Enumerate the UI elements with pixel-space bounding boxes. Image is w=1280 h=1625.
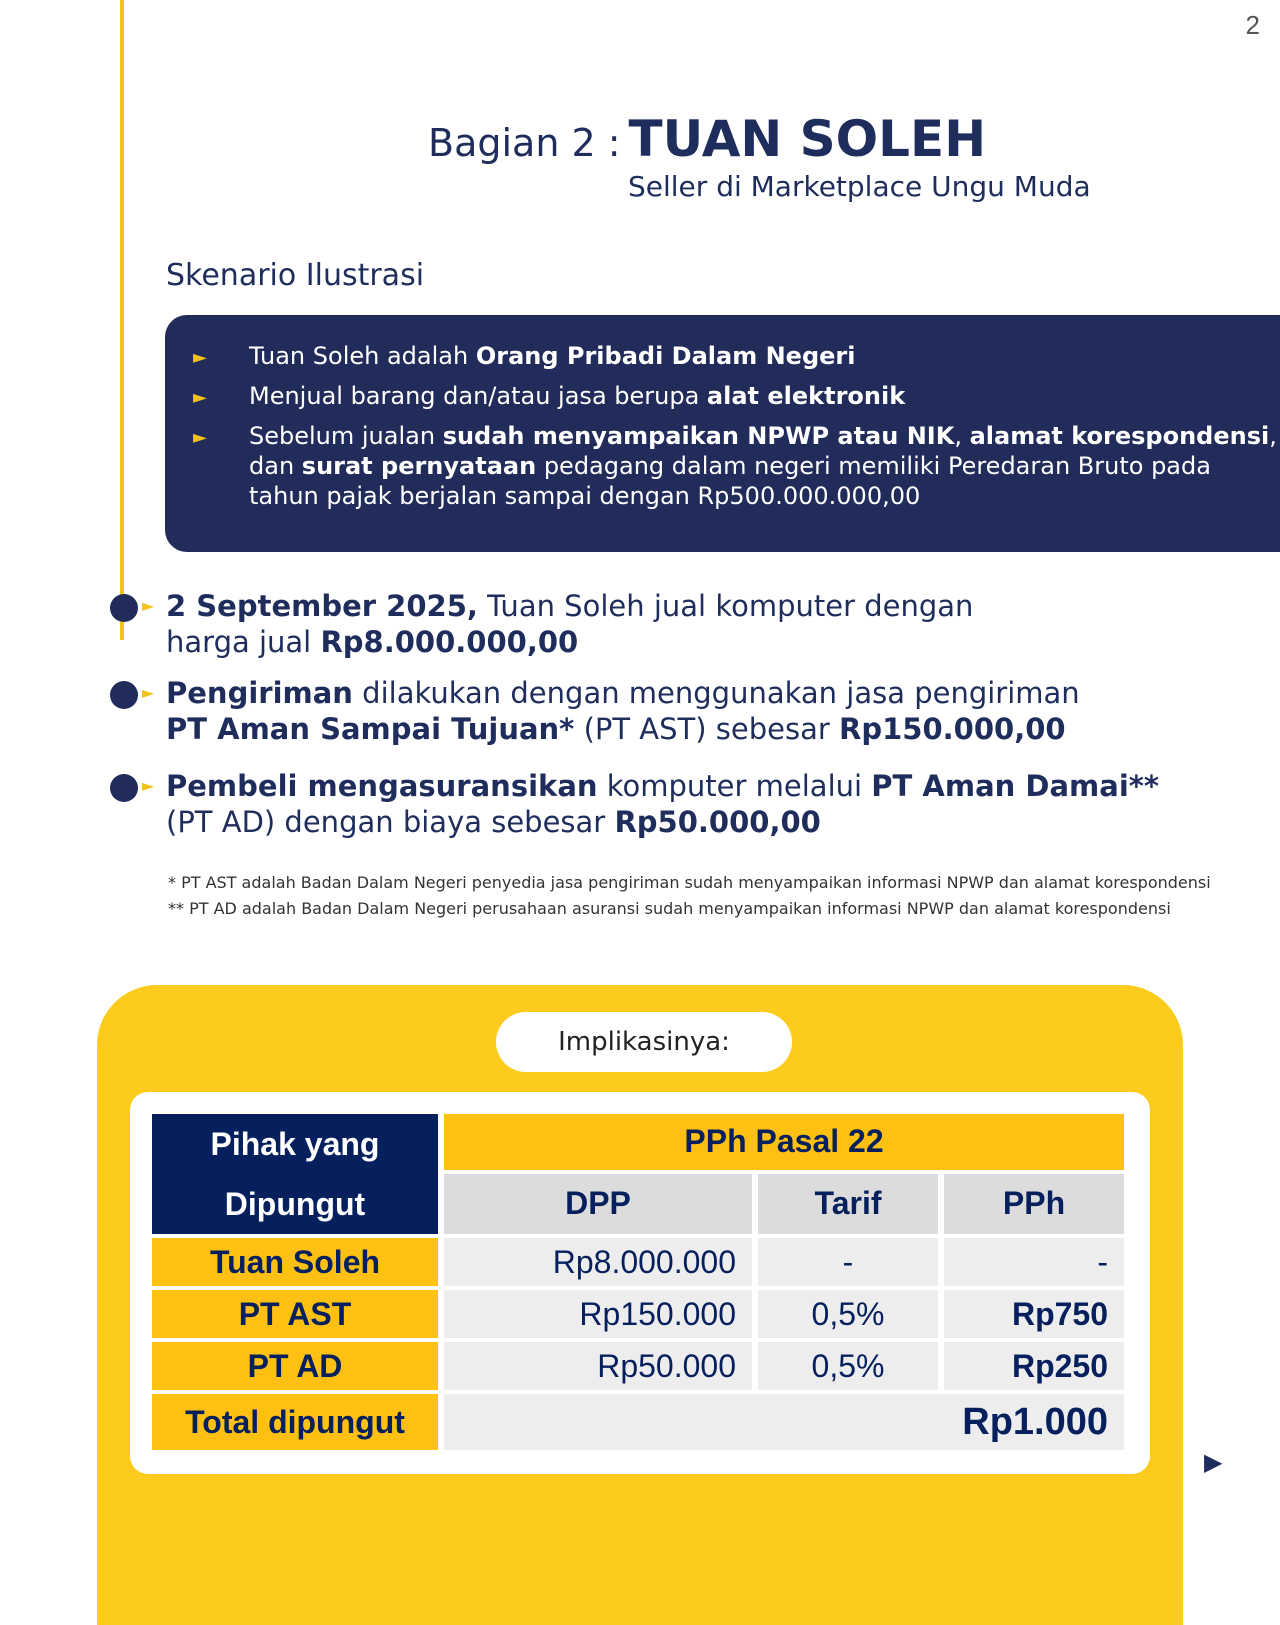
triangle-right-icon: ►: [142, 683, 155, 702]
scenario-text: Sebelum jualan: [249, 422, 443, 450]
tarif-cell: 0,5%: [758, 1290, 938, 1338]
scenario-label: Skenario Ilustrasi: [166, 258, 425, 293]
event-bold: Rp150.000,00: [839, 712, 1066, 746]
triangle-right-icon: ►: [193, 427, 207, 448]
party-cell: PT AD: [152, 1342, 438, 1390]
event-plain: (PT AST) sebesar: [574, 712, 840, 746]
scenario-item: [185, 381, 1279, 411]
scenario-text: pedagang dalam negeri memiliki Peredaran Bruto pada tahun pajak berjalan sampai dengan Rp500.000.000,00: [249, 452, 1211, 510]
page-title: [428, 110, 986, 168]
event-text: [166, 675, 1126, 747]
scenario-bold: surat pernyataan: [301, 452, 537, 480]
footnote: * PT AST adalah Badan Dalam Negeri penyedia jasa pengiriman sudah menyampaikan informasi NPWP dan alamat korespondensi: [168, 873, 1211, 892]
triangle-right-icon: ►: [193, 347, 207, 368]
event-bold: Rp50.000,00: [614, 805, 821, 839]
title-name: TUAN SOLEH: [628, 110, 987, 168]
title-prefix: Bagian 2 :: [428, 121, 621, 165]
next-page-icon[interactable]: ▶: [1204, 1448, 1223, 1476]
scenario-bold: alat elektronik: [706, 382, 906, 410]
dpp-cell: Rp50.000: [444, 1342, 752, 1390]
scenario-bold: alamat korespondensi: [969, 422, 1270, 450]
event-bold: Pembeli mengasuransikan: [166, 769, 598, 803]
scenario-text: , dan: [249, 422, 1277, 480]
table-total-row: [152, 1394, 1124, 1450]
table-header-row: [152, 1114, 1124, 1170]
event-bold: PT Aman Damai**: [871, 769, 1160, 803]
total-label: Total dipungut: [152, 1394, 438, 1450]
column-header-tarif: Tarif: [758, 1174, 938, 1234]
page-subtitle: Seller di Marketplace Ungu Muda: [628, 170, 1091, 203]
event-text: [166, 588, 986, 660]
event-plain: (PT AD) dengan biaya sebesar: [166, 805, 615, 839]
column-header-pph: PPh: [944, 1174, 1124, 1234]
event-bold: Pengiriman: [166, 676, 353, 710]
page-number: 2: [1245, 10, 1260, 40]
triangle-right-icon: ►: [142, 596, 155, 615]
scenario-bold: Orang Pribadi Dalam Negeri: [475, 342, 856, 370]
table-row: [152, 1238, 1124, 1286]
scenario-text: Menjual barang dan/atau jasa berupa: [249, 382, 707, 410]
event-plain: komputer melalui: [597, 769, 872, 803]
party-cell: PT AST: [152, 1290, 438, 1338]
tarif-cell: 0,5%: [758, 1342, 938, 1390]
dpp-cell: Rp8.000.000: [444, 1238, 752, 1286]
total-value: Rp1.000: [444, 1394, 1124, 1450]
scenario-text: ,: [954, 422, 970, 450]
timeline-dot: [110, 594, 138, 622]
event-plain: Tuan Soleh jual komputer dengan harga jual: [166, 589, 974, 659]
dpp-cell: Rp150.000: [444, 1290, 752, 1338]
tarif-cell: -: [758, 1238, 938, 1286]
pph-cell: -: [944, 1238, 1124, 1286]
table-row: [152, 1290, 1124, 1338]
event-item: [110, 675, 1240, 747]
timeline-dot: [110, 681, 138, 709]
column-header-dpp: DPP: [444, 1174, 752, 1234]
event-item: [110, 768, 1240, 840]
event-bold: Rp8.000.000,00: [320, 625, 579, 659]
event-item: [110, 588, 1240, 660]
event-text: [166, 768, 1176, 840]
table-row: [152, 1342, 1124, 1390]
tax-header: PPh Pasal 22: [444, 1114, 1124, 1170]
scenario-item: [185, 341, 1279, 371]
timeline-dot: [110, 774, 138, 802]
footnote: ** PT AD adalah Badan Dalam Negeri perusahaan asuransi sudah menyampaikan informasi NPWP dan alamat korespondensi: [168, 899, 1171, 918]
scenario-item: [185, 421, 1279, 511]
party-cell: Tuan Soleh: [152, 1238, 438, 1286]
scenario-bold: sudah menyampaikan NPWP atau NIK: [442, 422, 955, 450]
triangle-right-icon: ►: [142, 776, 155, 795]
pph-cell: Rp250: [944, 1342, 1124, 1390]
party-header: [152, 1114, 438, 1234]
timeline-line: [120, 0, 124, 640]
party-header-text: Pihak yang Dipungut: [210, 1126, 380, 1222]
scenario-list: [185, 341, 1280, 521]
scenario-box: [165, 315, 1280, 552]
event-plain: dilakukan dengan menggunakan jasa pengiriman: [352, 676, 1080, 710]
pph-cell: Rp750: [944, 1290, 1124, 1338]
event-bold: PT Aman Sampai Tujuan*: [166, 712, 575, 746]
pph-table: [146, 1110, 1130, 1454]
scenario-text: Tuan Soleh adalah: [249, 342, 476, 370]
triangle-right-icon: ►: [193, 387, 207, 408]
footnotes: [168, 870, 1211, 922]
implication-label: Implikasinya:: [496, 1012, 792, 1072]
event-bold: 2 September 2025,: [166, 589, 478, 623]
